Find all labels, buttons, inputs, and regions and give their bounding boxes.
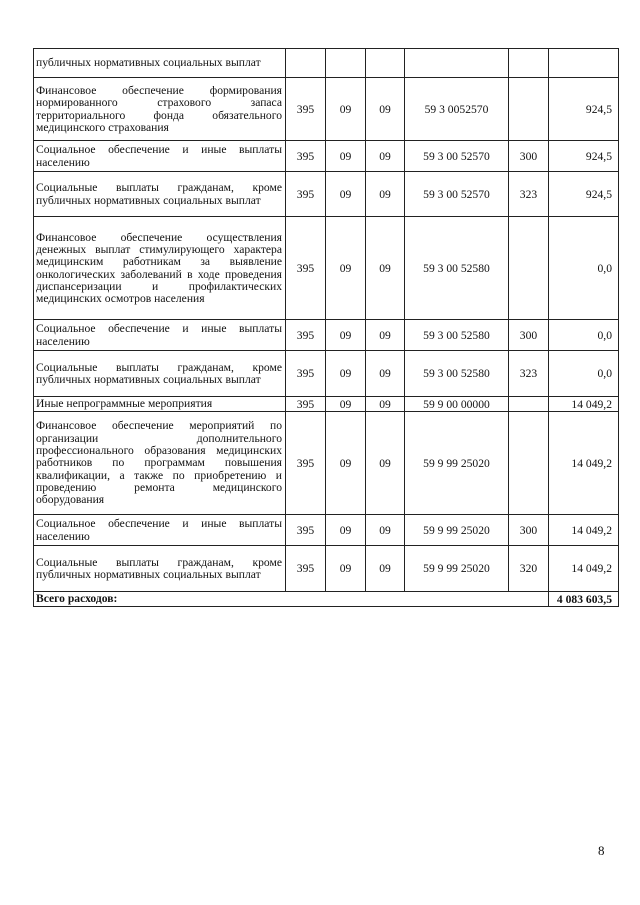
table-row [34, 49, 619, 78]
cell-pr: 09 [366, 397, 405, 412]
row-description: Социальные выплаты гражданам, кроме публичных нормативных социальных выплат [34, 172, 286, 217]
cell-sum: 14 049,2 [549, 397, 619, 412]
cell-rz: 09 [326, 351, 366, 397]
cell-vr: 323 [509, 172, 549, 217]
cell-grbs: 395 [286, 78, 326, 141]
cell-pr: 09 [366, 172, 405, 217]
table-row [34, 172, 619, 217]
cell-sum: 14 049,2 [549, 412, 619, 515]
table-row [34, 515, 619, 546]
cell-csr [405, 49, 509, 78]
table-row [34, 141, 619, 172]
cell-rz: 09 [326, 546, 366, 592]
cell-rz: 09 [326, 320, 366, 351]
cell-pr: 09 [366, 78, 405, 141]
cell-rz: 09 [326, 412, 366, 515]
total-label: Всего расходов: [34, 592, 549, 607]
cell-vr: 300 [509, 141, 549, 172]
cell-rz [326, 49, 366, 78]
cell-sum: 0,0 [549, 351, 619, 397]
table-row [34, 78, 619, 141]
row-description: Финансовое обеспечение формирования нормированного страхового запаса территориального фонда обязательного медицинского страхования [34, 78, 286, 141]
cell-grbs: 395 [286, 397, 326, 412]
cell-grbs: 395 [286, 515, 326, 546]
row-description: Социальное обеспечение и иные выплаты населению [34, 141, 286, 172]
cell-pr [366, 49, 405, 78]
cell-csr: 59 9 00 00000 [405, 397, 509, 412]
cell-csr: 59 9 99 25020 [405, 412, 509, 515]
cell-csr: 59 3 00 52580 [405, 351, 509, 397]
cell-pr: 09 [366, 412, 405, 515]
cell-vr [509, 49, 549, 78]
table-row [34, 412, 619, 515]
cell-rz: 09 [326, 172, 366, 217]
cell-vr: 323 [509, 351, 549, 397]
cell-csr: 59 3 00 52570 [405, 172, 509, 217]
cell-rz: 09 [326, 217, 366, 320]
total-sum: 4 083 603,5 [549, 592, 619, 607]
cell-sum: 0,0 [549, 217, 619, 320]
cell-vr: 320 [509, 546, 549, 592]
cell-sum [549, 49, 619, 78]
row-description: Социальные выплаты гражданам, кроме публичных нормативных социальных выплат [34, 351, 286, 397]
total-row [34, 592, 619, 607]
cell-grbs: 395 [286, 412, 326, 515]
table-row [34, 397, 619, 412]
cell-vr [509, 412, 549, 515]
cell-sum: 924,5 [549, 78, 619, 141]
cell-grbs: 395 [286, 546, 326, 592]
cell-sum: 14 049,2 [549, 546, 619, 592]
table-body [34, 49, 619, 607]
cell-sum: 0,0 [549, 320, 619, 351]
cell-grbs [286, 49, 326, 78]
cell-grbs: 395 [286, 320, 326, 351]
table-row [34, 546, 619, 592]
cell-csr: 59 9 99 25020 [405, 515, 509, 546]
table-row [34, 217, 619, 320]
cell-pr: 09 [366, 515, 405, 546]
row-description: Финансовое обеспечение мероприятий по организации дополнительного профессионального образования медицинских работников по программам повышения квалификации, а также по приобретению и проведению ремонта медицинского оборудования [34, 412, 286, 515]
cell-grbs: 395 [286, 141, 326, 172]
cell-grbs: 395 [286, 217, 326, 320]
table-row [34, 351, 619, 397]
table-row [34, 320, 619, 351]
cell-csr: 59 3 00 52580 [405, 320, 509, 351]
cell-rz: 09 [326, 515, 366, 546]
cell-vr [509, 78, 549, 141]
row-description: Финансовое обеспечение осуществления денежных выплат стимулирующего характера медицинским работникам за выявление онкологических заболеваний в ходе проведения диспансеризации и профилактических медицинских осмотров населения [34, 217, 286, 320]
cell-grbs: 395 [286, 172, 326, 217]
cell-rz: 09 [326, 141, 366, 172]
cell-rz: 09 [326, 397, 366, 412]
cell-vr: 300 [509, 320, 549, 351]
budget-table [33, 48, 619, 607]
cell-csr: 59 9 99 25020 [405, 546, 509, 592]
row-description: Социальное обеспечение и иные выплаты населению [34, 515, 286, 546]
row-description: Социальное обеспечение и иные выплаты населению [34, 320, 286, 351]
cell-vr [509, 217, 549, 320]
cell-csr: 59 3 00 52580 [405, 217, 509, 320]
cell-vr: 300 [509, 515, 549, 546]
cell-csr: 59 3 0052570 [405, 78, 509, 141]
cell-vr [509, 397, 549, 412]
cell-pr: 09 [366, 546, 405, 592]
cell-grbs: 395 [286, 351, 326, 397]
cell-pr: 09 [366, 217, 405, 320]
cell-sum: 924,5 [549, 141, 619, 172]
row-description: публичных нормативных социальных выплат [34, 49, 286, 78]
row-description: Социальные выплаты гражданам, кроме публичных нормативных социальных выплат [34, 546, 286, 592]
cell-sum: 14 049,2 [549, 515, 619, 546]
cell-csr: 59 3 00 52570 [405, 141, 509, 172]
cell-rz: 09 [326, 78, 366, 141]
page-number: 8 [598, 843, 605, 858]
cell-pr: 09 [366, 320, 405, 351]
cell-pr: 09 [366, 141, 405, 172]
cell-pr: 09 [366, 351, 405, 397]
row-description: Иные непрограммные мероприятия [34, 397, 286, 412]
cell-sum: 924,5 [549, 172, 619, 217]
